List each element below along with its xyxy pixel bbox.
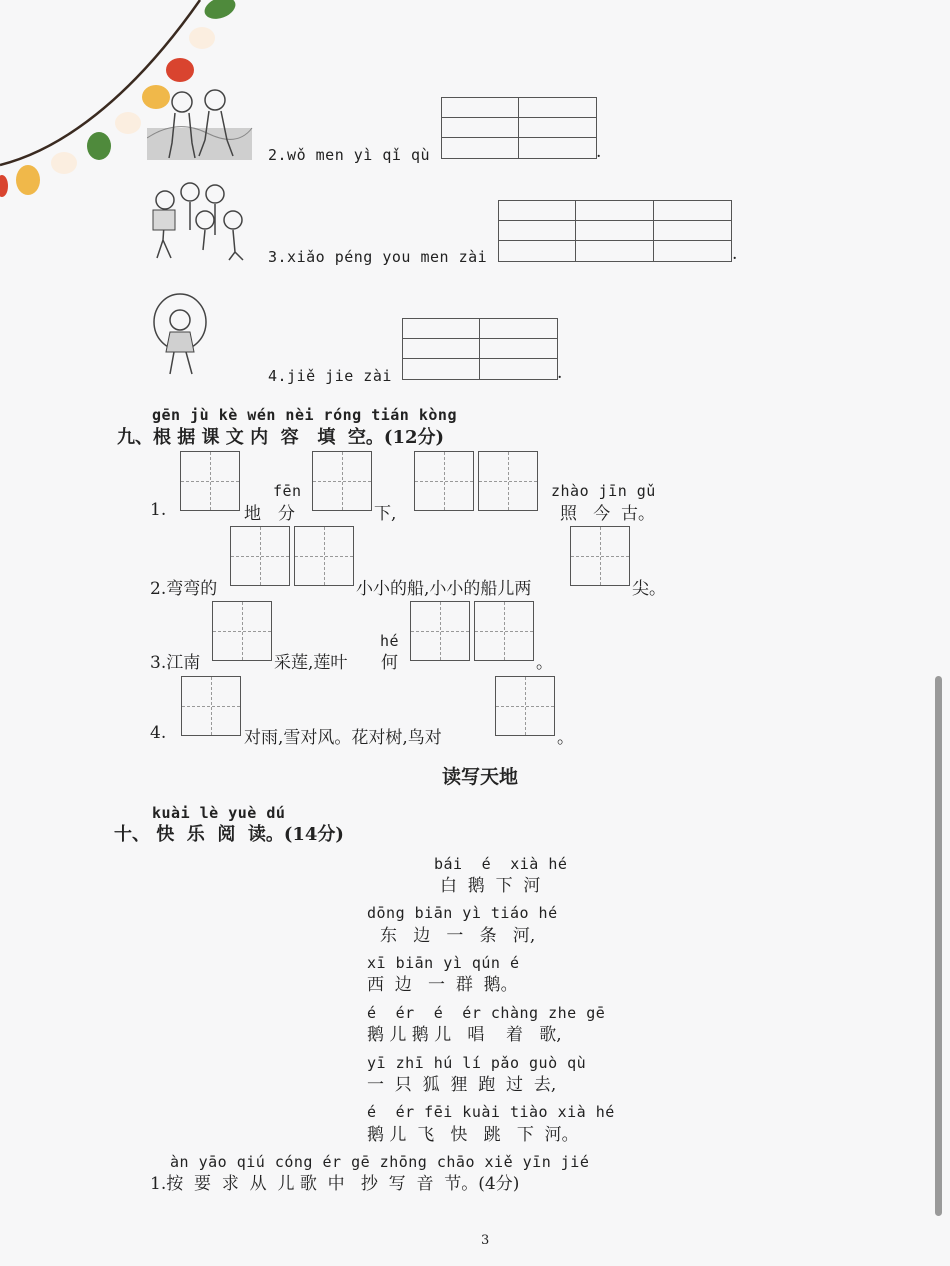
q10-title: 十、 快 乐 阅 读。(14分): [114, 824, 344, 845]
q8-item4-answer-grid[interactable]: [402, 318, 558, 380]
q9-line3-text-b: 采莲,莲叶: [274, 653, 348, 673]
poem-line3-pinyin: é ér é ér chàng zhe gē: [367, 1004, 606, 1022]
q9-line3-box1[interactable]: [212, 601, 272, 661]
q8-item4-period: .: [557, 363, 563, 383]
poem-line1-pinyin: dōng biān yì tiáo hé: [367, 904, 558, 922]
poem-title: 白 鹅 下 河: [440, 876, 541, 896]
q8-item3-label: 3.xiǎo péng you men zài: [268, 248, 488, 266]
q8-item3-answer-grid[interactable]: [498, 200, 732, 262]
poem-line5: 鹅 儿 飞 快 跳 下 河。: [367, 1125, 579, 1145]
q9-line1-zhao: 照 今 古。: [560, 504, 656, 524]
q9-line2-text-b: 小小的船,小小的船儿两: [356, 579, 532, 599]
q9-line1-box2[interactable]: [312, 451, 372, 511]
q9-line3-box2[interactable]: [410, 601, 470, 661]
poem-line2-pinyin: xī biān yì qún é: [367, 954, 520, 972]
section-title: 读写天地: [442, 766, 519, 788]
poem-line4: 一 只 狐 狸 跑 过 去,: [367, 1075, 557, 1095]
q9-line4-box1[interactable]: [181, 676, 241, 736]
q9-line3-text-c: 。: [536, 653, 553, 673]
q9-line1-fen-pinyin: fēn: [273, 482, 302, 500]
poem-line3: 鹅 儿 鹅 儿 唱 着 歌,: [367, 1025, 562, 1045]
q9-line4-text-c: 。: [557, 728, 574, 748]
children-walking-illustration: [147, 88, 257, 163]
poem-line4-pinyin: yī zhī hú lí pǎo guò qù: [367, 1054, 587, 1072]
q8-item2-period: .: [596, 142, 602, 162]
poem-line2: 西 边 一 群 鹅。: [367, 975, 518, 995]
q10-item1: 1.按 要 求 从 儿 歌 中 抄 写 音 节。(4分): [150, 1174, 520, 1194]
q9-line1-box1[interactable]: [180, 451, 240, 511]
q9-line3-he-pinyin: hé: [380, 632, 400, 650]
q9-line3-box3[interactable]: [474, 601, 534, 661]
q9-line2-box3[interactable]: [570, 526, 630, 586]
scrollbar[interactable]: [935, 676, 942, 1216]
q9-title: 九、根 据 课 文 内 容 填 空。(12分): [117, 427, 445, 448]
poem-line1: 东 边 一 条 河,: [380, 926, 536, 946]
q8-item2-answer-grid[interactable]: [441, 97, 597, 159]
q9-line4-box2[interactable]: [495, 676, 555, 736]
q9-line3-text-a: 3.江南: [150, 653, 201, 673]
q9-line1-box3[interactable]: [414, 451, 474, 511]
q9-line2-text-c: 尖。: [632, 579, 666, 599]
q9-line1-number: 1.: [150, 500, 167, 520]
q9-line1-text-b: 下,: [374, 504, 397, 524]
q9-line2-text-a: 2.弯弯的: [150, 579, 218, 599]
girl-jumping-rope-illustration: [148, 292, 218, 382]
q9-line1-text-a: 地: [244, 504, 261, 524]
q9-title-pinyin: gēn jù kè wén nèi róng tián kòng: [152, 406, 457, 424]
page-number: 3: [481, 1233, 490, 1248]
q9-line4-text-a: 对雨,雪对风。花对树,鸟对: [244, 728, 442, 748]
q9-line1-zhao-pinyin: zhào jīn gǔ: [551, 482, 656, 500]
q9-line3-he: 何: [381, 653, 398, 673]
poem-line5-pinyin: é ér fēi kuài tiào xià hé: [367, 1103, 615, 1121]
q9-line2-box2[interactable]: [294, 526, 354, 586]
q8-item4-label: 4.jiě jie zài: [268, 367, 392, 385]
children-playing-illustration: [145, 180, 255, 265]
q8-item2-label: 2.wǒ men yì qǐ qù: [268, 146, 431, 164]
q10-item1-pinyin: àn yāo qiú cóng ér gē zhōng chāo xiě yīn jié: [170, 1153, 590, 1171]
q8-item3-period: .: [732, 244, 738, 264]
q9-line1-fen: 分: [278, 504, 295, 524]
q10-title-pinyin: kuài lè yuè dú: [152, 804, 286, 822]
q9-line1-box4[interactable]: [478, 451, 538, 511]
q9-line2-box1[interactable]: [230, 526, 290, 586]
poem-title-pinyin: bái é xià hé: [434, 855, 568, 873]
q9-line4-number: 4.: [150, 723, 167, 743]
